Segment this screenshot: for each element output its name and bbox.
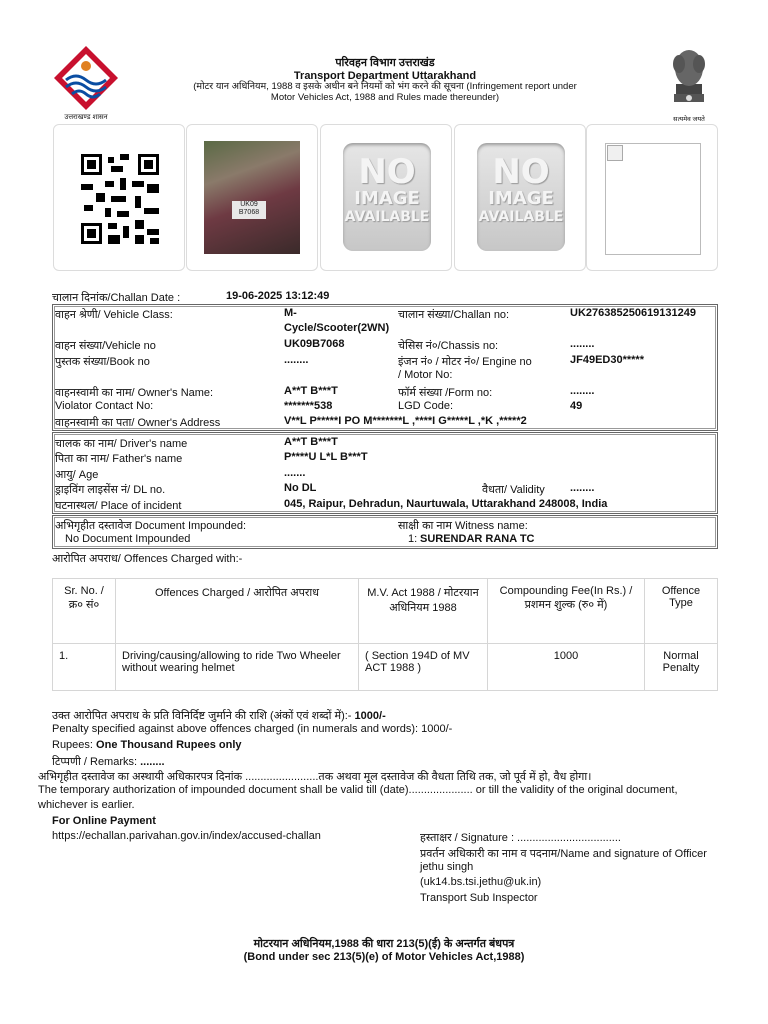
owner-address-value: V**L P*****I PO M*******L ,****I G*****L ,*K ,*****2: [284, 415, 527, 427]
rupees-line: Rupees: One Thousand Rupees only: [52, 739, 242, 751]
cell-fee: 1000: [488, 644, 645, 691]
remarks-line: टिप्पणी / Remarks: ........: [52, 756, 165, 768]
penalty-english: Penalty specified against above offences charged (in numerals and words): 1000/-: [52, 723, 453, 735]
vehicle-photo-box: [186, 124, 318, 271]
engine-label-2: / Motor No:: [398, 369, 453, 381]
number-plate: UK09 B7068: [232, 201, 266, 219]
no-image-placeholder: NO IMAGE AVAILABLE: [343, 143, 431, 251]
challan-date-value: 19-06-2025 13:12:49: [226, 290, 330, 302]
col-fee: Compounding Fee(In Rs.) / प्रशमन शुल्क (रु० में): [488, 579, 645, 644]
broken-image-box: [586, 124, 718, 271]
table-header-row: [53, 579, 718, 644]
no-image-box-1: [320, 124, 452, 271]
qr-code-icon: [81, 153, 159, 245]
father-name-value: P****U L*L B***T: [284, 451, 368, 463]
place-label: घटनास्थल/ Place of incident: [55, 500, 182, 512]
contact-value: *******538: [284, 400, 333, 412]
col-sr-no: Sr. No. / क्र० सं०: [53, 579, 116, 644]
col-mv-act: M.V. Act 1988 / मोटरयान अधिनियम 1988: [359, 579, 488, 644]
temp-auth-hindi: अभिगृहीत दस्तावेज का अस्थायी अधिकारपत्र दिनांक ........................तक अथवा मूल दस्तावेज की वैधता तिथि तक, जो पूर्व में हो, वैध होगा।: [38, 771, 592, 783]
owner-name-value: A**T B***T: [284, 385, 338, 397]
validity-value: ........: [570, 482, 595, 494]
engine-value: JF49ED30*****: [570, 354, 644, 366]
col-type: Offence Type: [645, 579, 718, 644]
age-value: .......: [284, 467, 306, 479]
cell-type: Normal Penalty: [645, 644, 718, 691]
title-english: Transport Department Uttarakhand: [293, 70, 477, 82]
officer-name: jethu singh: [420, 861, 474, 873]
form-no-value: ........: [570, 385, 595, 397]
vehicle-class-value-2: Cycle/Scooter(2WN): [284, 322, 390, 334]
challan-date-label: चालान दिनांक/Challan Date :: [52, 292, 181, 304]
engine-label: इंजन नं० / मोटर नं०/ Engine no: [398, 356, 532, 368]
officer-designation: Transport Sub Inspector: [420, 892, 538, 904]
chassis-value: ........: [570, 338, 595, 350]
vehicle-photo: [204, 141, 300, 254]
temp-auth-english-2: whichever is earlier.: [38, 799, 135, 811]
cell-sr-no: 1.: [53, 644, 116, 691]
table-row: [53, 644, 718, 691]
qr-code-box: [53, 124, 185, 271]
cell-offence: Driving/causing/allowing to ride Two Wheeler without wearing helmet: [116, 644, 359, 691]
owner-address-label: वाहनस्वामी का पता/ Owner's Address: [55, 417, 221, 429]
penalty-hindi: उक्त आरोपित अपराध के प्रति विनिर्दिष्ट जुर्माने की राशि (अंकों एवं शब्दों में):- 1000/-: [52, 710, 386, 722]
contact-label: Violator Contact No:: [55, 400, 154, 412]
vehicle-no-label: वाहन संख्या/Vehicle no: [55, 340, 156, 352]
driver-name-label: चालक का नाम/ Driver's name: [55, 438, 188, 450]
age-label: आयु/ Age: [55, 469, 99, 481]
no-image-box-2: [454, 124, 586, 271]
offences-heading: आरोपित अपराध/ Offences Charged with:-: [52, 553, 243, 565]
owner-name-label: वाहनस्वामी का नाम/ Owner's Name:: [55, 387, 214, 399]
signature-line: हस्ताक्षर / Signature : ..................................: [420, 832, 621, 844]
cell-mv-act: ( Section 194D of MV ACT 1988 ): [359, 644, 488, 691]
vehicle-class-label: वाहन श्रेणी/ Vehicle Class:: [55, 309, 173, 321]
challan-no-value: UK276385250619131249: [570, 307, 697, 319]
offences-table: [52, 578, 718, 691]
book-no-value: ........: [284, 354, 309, 366]
bond-title-hindi: मोटरयान अधिनियम,1988 की धारा 213(5)(ई) के अन्तर्गत बंधपत्र: [253, 938, 515, 950]
national-emblem-icon: [664, 44, 714, 116]
title-hindi: परिवहन विभाग उत्तराखंड: [335, 57, 435, 69]
temp-auth-english: The temporary authorization of impounded document shall be valid till (date)..................... or till the validity of the original document,: [38, 784, 678, 796]
doc-impounded-value: No Document Impounded: [65, 533, 191, 545]
challan-no-label: चालान संख्या/Challan no:: [398, 309, 510, 321]
father-name-label: पिता का नाम/ Father's name: [55, 453, 183, 465]
witness-value: SURENDAR RANA TC: [420, 533, 535, 545]
logo-caption: उत्तराखण्ड शासन: [64, 114, 108, 121]
no-image-placeholder: NO IMAGE AVAILABLE: [477, 143, 565, 251]
place-value: 045, Raipur, Dehradun, Naurtuwala, Uttarakhand 248008, India: [284, 498, 608, 510]
broken-image-icon: [605, 143, 701, 255]
vehicle-class-value: M-: [284, 307, 297, 319]
chassis-label: चेसिस नं०/Chassis no:: [398, 340, 499, 352]
col-offence: Offences Charged / आरोपित अपराध: [116, 579, 359, 644]
witness-prefix: 1:: [408, 533, 418, 545]
validity-label: वैधता/ Validity: [482, 484, 545, 496]
title-subtitle: (मोटर यान अधिनियम, 1988 व इसके अधीन बने नियमों को भंग करने की सूचना (Infringement report under Motor Vehicles Act, 1988 and Rules made thereunder): [193, 81, 577, 103]
payment-link[interactable]: https://echallan.parivahan.gov.in/index/accused-challan: [52, 830, 321, 842]
doc-impounded-label: अभिगृहीत दस्तावेज Document Impounded:: [55, 520, 247, 532]
dl-label: ड्राइविंग लाइसेंस नं/ DL no.: [55, 484, 166, 496]
lgd-label: LGD Code:: [398, 400, 454, 412]
driver-name-value: A**T B***T: [284, 436, 338, 448]
bond-title-english: (Bond under sec 213(5)(e) of Motor Vehicles Act,1988): [243, 951, 525, 963]
witness-label: साक्षी का नाम Witness name:: [398, 520, 528, 532]
form-no-label: फॉर्म संख्या /Form no:: [398, 387, 493, 399]
officer-email: (uk14.bs.tsi.jethu@uk.in): [420, 876, 542, 888]
dl-value: No DL: [284, 482, 317, 494]
online-payment-label: For Online Payment: [52, 815, 156, 827]
book-no-label: पुस्तक संख्या/Book no: [55, 356, 150, 368]
vehicle-no-value: UK09B7068: [284, 338, 345, 350]
lgd-value: 49: [570, 400, 583, 412]
emblem-caption: सत्यमेव जयते: [673, 116, 705, 123]
uttarakhand-logo: [52, 44, 120, 114]
officer-name-label: प्रवर्तन अधिकारी का नाम व पदनाम/Name and signature of Officer: [420, 848, 707, 860]
